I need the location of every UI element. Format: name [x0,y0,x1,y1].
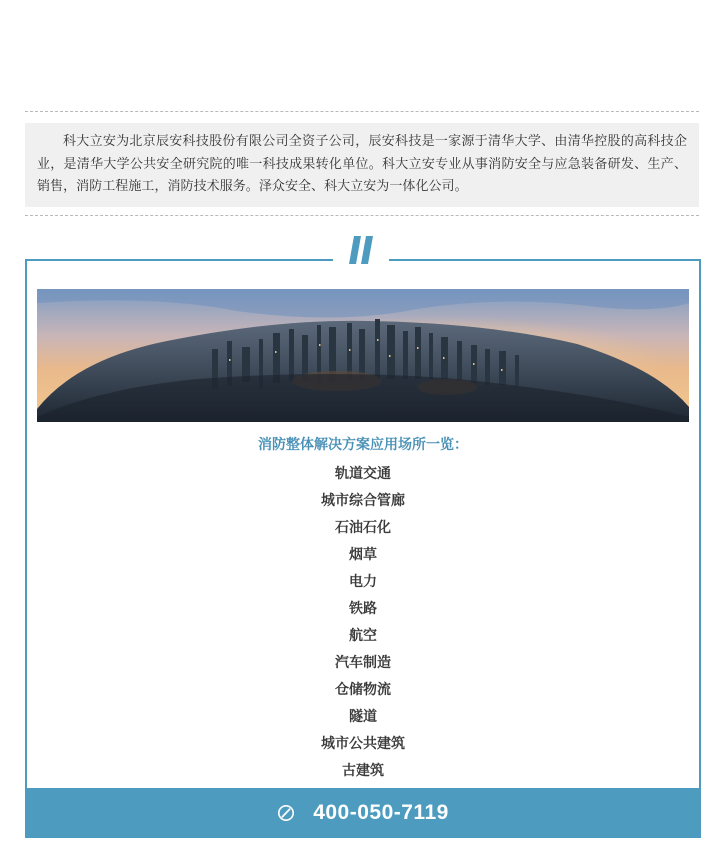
top-divider [25,111,699,112]
list-item: 电力 [349,574,377,590]
solutions-list [25,461,701,785]
list-item: 轨道交通 [335,466,391,482]
list-item: 仓储物流 [335,682,391,698]
list-item: 隧道 [349,709,377,725]
city-panorama-svg [37,289,689,422]
solutions-list-title: 消防整体解决方案应用场所一览： [258,437,468,453]
list-item: 城市综合管廊 [321,493,405,509]
quote-mark-icon [343,232,379,268]
intro-box [25,123,699,207]
list-item: 古建筑 [342,763,384,779]
phone-bar[interactable] [25,788,701,838]
list-item: 烟草 [349,547,377,563]
list-item: 航空 [349,628,377,644]
list-item: 铁路 [349,601,377,617]
list-item: 石油石化 [335,520,391,536]
intro-text: 科大立安为北京辰安科技股份有限公司全资子公司，辰安科技是一家源于清华大学、由清华控股的高科技企业，是清华大学公共安全研究院的唯一科技成果转化单位。科大立安专业从事消防安全与应急装备研发、生产、销售，消防工程施工，消防技术服务。泽众安全、科大立安为一体化公司。 [37,134,687,194]
phone-icon [277,804,295,822]
list-item: 城市公共建筑 [321,736,405,752]
phone-number[interactable]: 400-050-7119 [313,801,449,824]
city-panorama-image [37,289,689,422]
bottom-divider [25,215,699,216]
list-item: 汽车制造 [335,655,391,671]
